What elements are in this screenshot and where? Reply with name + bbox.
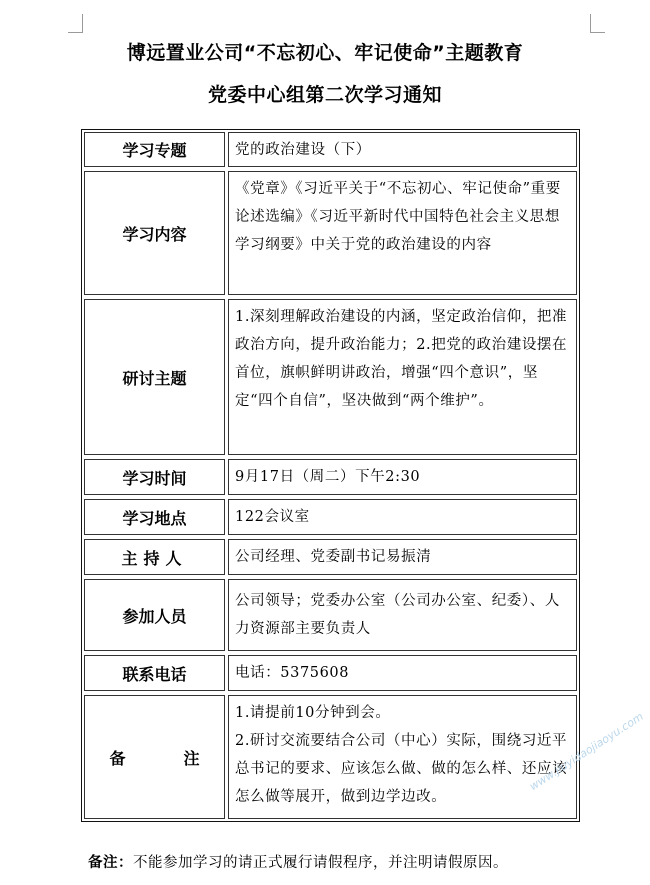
table-row-location <box>82 497 579 537</box>
value-content: 《党章》《习近平关于“不忘初心、牢记使命”重要论述选编》《习近平新时代中国特色社会主义思想学习纲要》中关于党的政治建设的内容 <box>228 171 577 295</box>
footnote <box>88 851 508 872</box>
table-row-discussion <box>82 297 579 457</box>
value-location: 122会议室 <box>228 499 577 535</box>
document-title-line-2: 党委中心组第二次学习通知 <box>207 84 442 106</box>
document-title-line-1: 博远置业公司“不忘初心、牢记使命”主题教育 <box>126 42 524 64</box>
remarks-item-1: 1.请提前10分钟到会。 <box>235 705 391 721</box>
label-discussion: 研讨主题 <box>84 299 225 455</box>
value-attendees: 公司领导；党委办公室（公司办公室、纪委）、人力资源部主要负责人 <box>228 579 577 651</box>
table-row-phone <box>82 653 579 693</box>
value-time: 9月17日（周二）下午2:30 <box>228 459 577 495</box>
footnote-text: 不能参加学习的请正式履行请假程序，并注明请假原因。 <box>133 855 508 871</box>
value-host: 公司经理、党委副书记易振清 <box>228 539 577 575</box>
label-location: 学习地点 <box>84 499 225 535</box>
value-phone: 电话：5375608 <box>228 655 577 691</box>
label-phone: 联系电话 <box>84 655 225 691</box>
footnote-label: 备注： <box>88 854 133 871</box>
table-row-topic <box>82 130 579 169</box>
value-topic: 党的政治建设（下） <box>228 132 577 167</box>
table-row-remarks <box>82 693 579 821</box>
table-row-host <box>82 537 579 577</box>
value-remarks <box>228 695 577 819</box>
value-discussion: 1.深刻理解政治建设的内涵，坚定政治信仰，把准政治方向，提升政治能力；2.把党的政治建设摆在首位，旗帜鲜明讲政治，增强“四个意识”，坚定“四个自信”，坚决做到“两个维护”。 <box>228 299 577 455</box>
table-row-content <box>82 169 579 297</box>
label-time: 学习时间 <box>84 459 225 495</box>
crop-mark-top-left <box>68 14 83 33</box>
watermark: www.jiuyidaojiaoyu.com <box>527 709 646 794</box>
table-row-time <box>82 457 579 497</box>
label-host: 主持人 <box>84 539 225 575</box>
notice-table <box>81 129 580 822</box>
remarks-item-2: 2.研讨交流要结合公司（中心）实际，围绕习近平总书记的要求、应该怎么做、做的怎么样、还应该怎么做等展开，做到边学边改。 <box>235 733 568 805</box>
label-remarks-text: 备注 <box>109 748 258 768</box>
crop-mark-top-right <box>590 14 605 33</box>
label-remarks <box>84 695 258 819</box>
label-content: 学习内容 <box>84 171 225 295</box>
table-row-attendees <box>82 577 579 653</box>
label-attendees: 参加人员 <box>84 579 225 651</box>
label-topic: 学习专题 <box>84 132 225 167</box>
